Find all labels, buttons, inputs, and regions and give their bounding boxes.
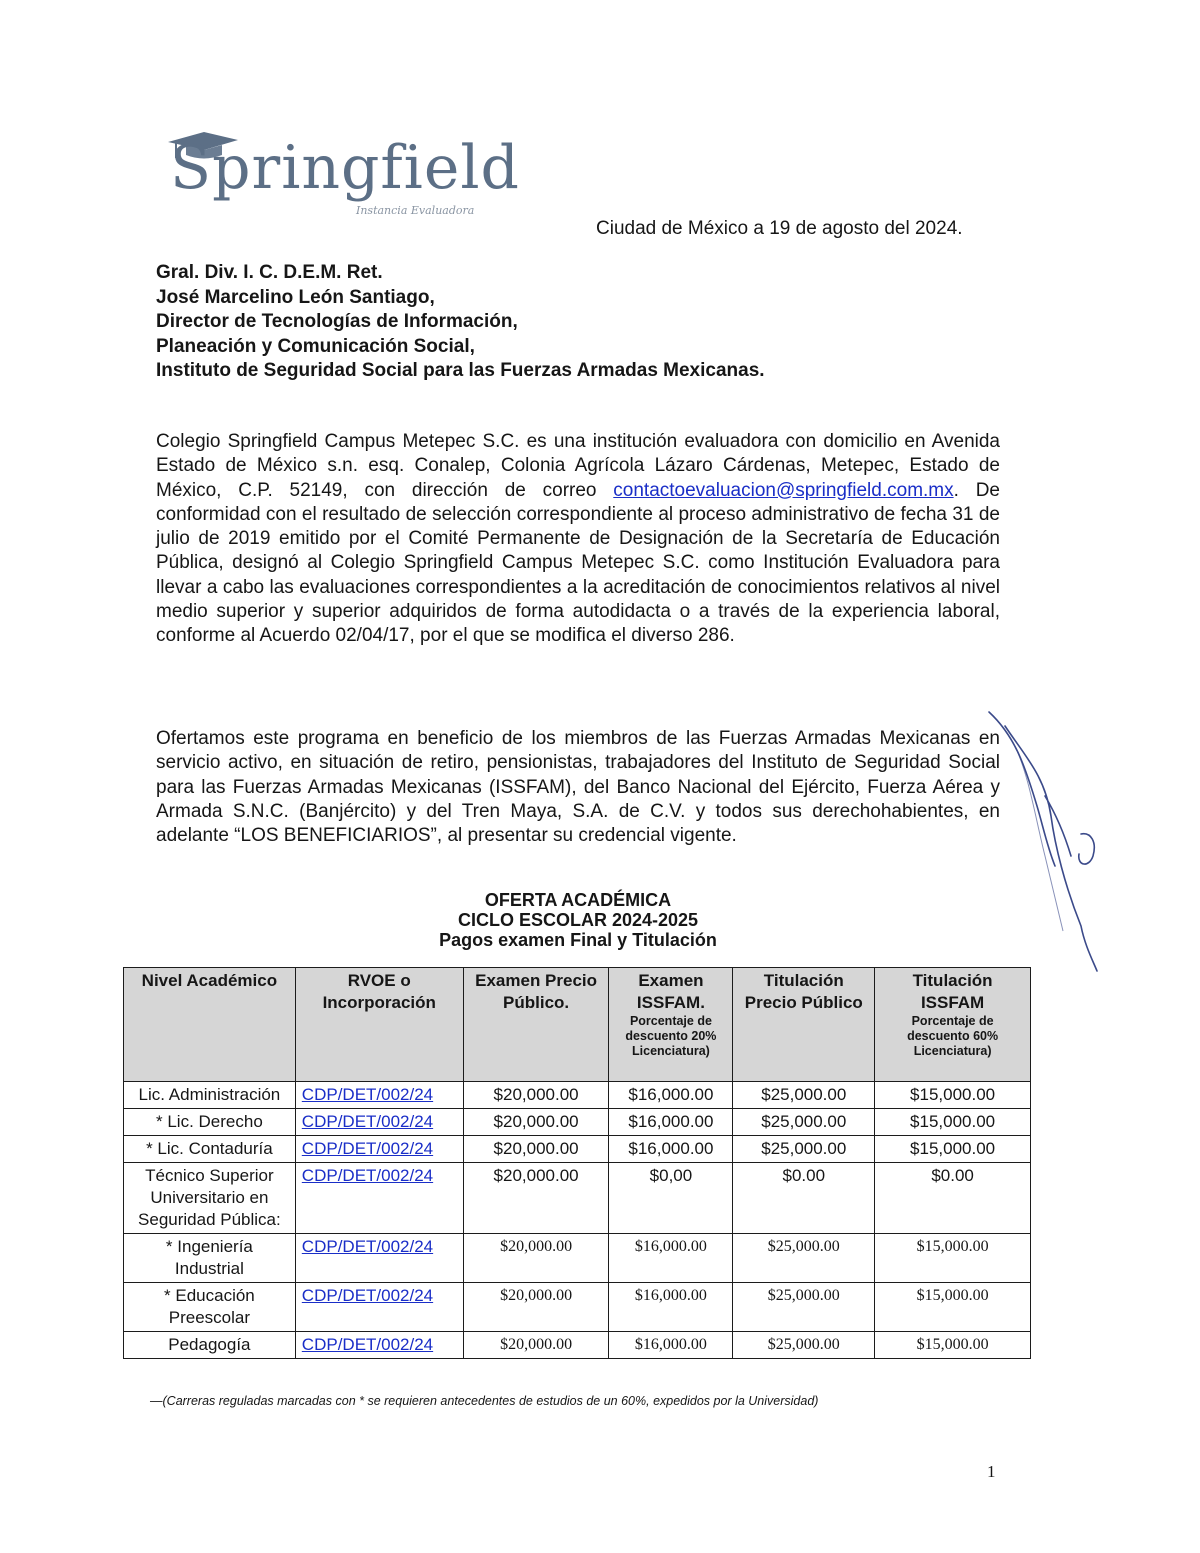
table-row [124,1332,1031,1359]
cell-nivel: * Lic. Derecho [124,1109,296,1136]
cell-examen-publico: $20,000.00 [463,1136,609,1163]
table-row [124,1136,1031,1163]
cell-titulacion-publico: $0.00 [733,1163,875,1234]
cell-examen-publico: $20,000.00 [463,1234,609,1283]
cell-titulacion-publico: $25,000.00 [733,1082,875,1109]
cell-nivel: Pedagogía [124,1332,296,1359]
cell-titulacion-publico: $25,000.00 [733,1136,875,1163]
cell-examen-publico: $20,000.00 [463,1332,609,1359]
cell-titulacion-issfam: $15,000.00 [875,1283,1031,1332]
rvoe-link[interactable]: CDP/DET/002/24 [295,1234,463,1283]
recipient-line: José Marcelino León Santiago, [156,286,435,308]
cell-titulacion-publico: $25,000.00 [733,1234,875,1283]
table-row [124,1234,1031,1283]
cell-titulacion-publico: $25,000.00 [733,1332,875,1359]
rvoe-link[interactable]: CDP/DET/002/24 [295,1283,463,1332]
rvoe-link[interactable]: CDP/DET/002/24 [295,1082,463,1109]
header-titulacion-issfam: Titulación ISSFAM Porcentaje de descuento 60% Licenciatura) [875,968,1031,1082]
logo-wordmark: Springfield [170,133,520,203]
handwritten-signature [985,706,1115,976]
recipient-line: Gral. Div. I. C. D.E.M. Ret. [156,262,383,283]
cell-examen-issfam: $16,000.00 [609,1082,733,1109]
intro-paragraph [156,430,1000,649]
payments-title: Pagos examen Final y Titulación [439,930,717,950]
rvoe-link[interactable]: CDP/DET/002/24 [295,1136,463,1163]
table-row [124,1283,1031,1332]
header-titulacion-publico: Titulación Precio Público [733,968,875,1082]
cell-examen-publico: $20,000.00 [463,1283,609,1332]
cell-titulacion-issfam: $15,000.00 [875,1082,1031,1109]
cell-examen-publico: $20,000.00 [463,1082,609,1109]
recipient-line: Instituto de Seguridad Social para las Fuerzas Armadas Mexicanas. [156,360,765,381]
header-examen-issfam: Examen ISSFAM. Porcentaje de descuento 20% Licenciatura) [609,968,733,1082]
cell-titulacion-publico: $25,000.00 [733,1109,875,1136]
cell-nivel: * Ingeniería Industrial [124,1234,296,1283]
recipient-line: Planeación y Comunicación Social, [156,335,475,357]
letter-date: Ciudad de México a 19 de agosto del 2024. [596,218,963,239]
cell-titulacion-issfam: $0.00 [875,1163,1031,1234]
cell-titulacion-publico: $25,000.00 [733,1283,875,1332]
cell-examen-issfam: $16,000.00 [609,1109,733,1136]
table-header-row [124,968,1031,1082]
email-link[interactable]: contactoevaluacion@springfield.com.mx [613,479,954,501]
rvoe-link[interactable]: CDP/DET/002/24 [295,1332,463,1359]
springfield-logo [160,128,520,220]
cell-examen-issfam: $0,00 [609,1163,733,1234]
table-row [124,1082,1031,1109]
footnote: —(Carreras reguladas marcadas con * se requieren antecedentes de estudios de un 60%, expedidos por la Universidad) [150,1394,819,1408]
rvoe-link[interactable]: CDP/DET/002/24 [295,1109,463,1136]
cycle-title: CICLO ESCOLAR 2024-2025 [457,910,699,930]
header-nivel: Nivel Académico [124,968,296,1082]
cell-examen-issfam: $16,000.00 [609,1136,733,1163]
cell-nivel: * Educación Preescolar [124,1283,296,1332]
cell-titulacion-issfam: $15,000.00 [875,1136,1031,1163]
intro-text-end: . De conformidad con el resultado de selección correspondiente al proceso administrativo de fecha 31 de julio de 2019 emitido por el Comité Permanente de Designación de la Secretaría de Educación Pública, designó al Colegio Springfield Campus Metepec S.C. como Institución Evaluadora para llevar a cabo las evaluaciones correspondientes a la acreditación de conocimientos relativos al nivel medio superior y superior adquiridos de forma autodidacta o a través de la experiencia laboral, conforme al Acuerdo 02/04/17, por el que se modifica el diverso 286. [156,479,1000,647]
cell-nivel: Lic. Administración [124,1082,296,1109]
cell-examen-issfam: $16,000.00 [609,1234,733,1283]
table-row [124,1109,1031,1136]
rvoe-link[interactable]: CDP/DET/002/24 [295,1163,463,1234]
offer-paragraph: Ofertamos este programa en beneficio de los miembros de las Fuerzas Armadas Mexicanas en servicio activo, en situación de retiro, pensionistas, trabajadores del Instituto de Seguridad Social para las Fuerzas Armadas Mexicanas (ISSFAM), del Banco Nacional del Ejército, Fuerza Aérea y Armada S.N.C. (Banjército) y del Tren Maya, S.A. de C.V. y todos sus derechohabientes, en adelante “LOS BENEFICIARIOS”, al presentar su credencial vigente. [156,728,1000,847]
offer-titles [340,890,816,950]
offer-title: OFERTA ACADÉMICA [484,890,672,910]
header-examen-publico: Examen Precio Público. [463,968,609,1082]
page-number: 1 [987,1462,996,1481]
cell-examen-publico: $20,000.00 [463,1109,609,1136]
cell-examen-publico: $20,000.00 [463,1163,609,1234]
cell-titulacion-issfam: $15,000.00 [875,1234,1031,1283]
header-rvoe: RVOE o Incorporación [295,968,463,1082]
academic-offer-table [123,967,1031,1359]
intro-text-start: Colegio Springfield Campus Metepec S.C. es una institución evaluadora con domicilio en Avenida Estado de México s.n. esq. Conalep, Colonia Agrícola Lázaro Cárdenas, Metepec, Estado de México, C.P. 52149, con dirección de correo [156,431,1000,501]
cell-examen-issfam: $16,000.00 [609,1283,733,1332]
cell-nivel: Técnico Superior Universitario en Seguridad Pública: [124,1163,296,1234]
cell-examen-issfam: $16,000.00 [609,1332,733,1359]
cell-nivel: * Lic. Contaduría [124,1136,296,1163]
cell-titulacion-issfam: $15,000.00 [875,1332,1031,1359]
table-row [124,1163,1031,1234]
recipient-block [156,261,765,384]
recipient-line: Director de Tecnologías de Información, [156,311,518,332]
logo-tagline: Instancia Evaluadora [356,204,475,217]
cell-titulacion-issfam: $15,000.00 [875,1109,1031,1136]
